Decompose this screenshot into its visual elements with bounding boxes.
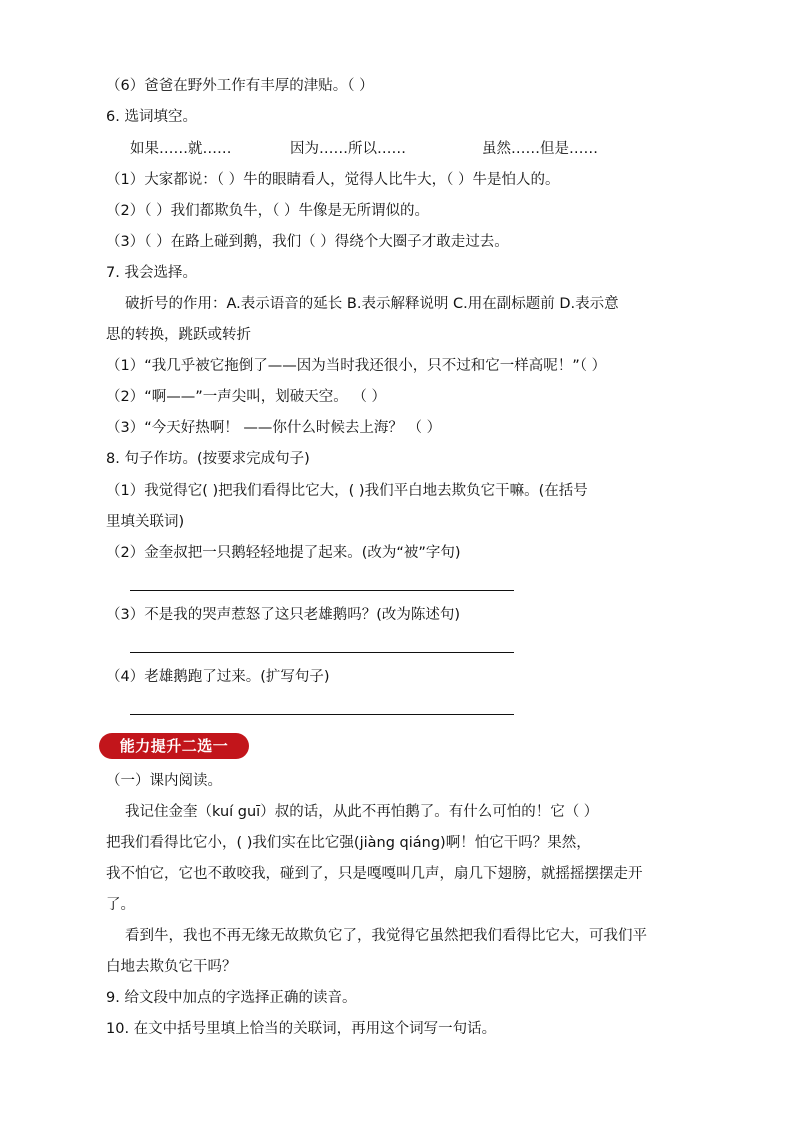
q5-item-6: （6）爸爸在野外工作有丰厚的津贴。（ ） [106,78,374,94]
passage-line-5: 看到牛，我也不再无缘无故欺负它了，我觉得它虽然把我们看得比它大，可我们平 [125,928,647,944]
q6-option-ruguo: 如果……就…… [130,141,232,157]
q7-item-2: （2）“啊——”一声尖叫，划破天空。 （ ） [106,389,386,405]
q8-item-3: （3）不是我的哭声惹怒了这只老雄鹅吗？(改为陈述句) [106,607,461,623]
reading-heading: （一）课内阅读。 [106,773,222,789]
passage-line-4: 了。 [106,897,135,913]
q8-item-2: （2）金奎叔把一只鹅轻轻地提了起来。(改为“被”字句) [106,545,461,561]
q8-item-4: （4）老雄鹅跑了过来。(扩写句子) [106,669,330,685]
q6-item-2: （2）（ ）我们都欺负牛，（ ）牛像是无所谓似的。 [106,203,429,219]
q7-instructions: 破折号的作用：A.表示语音的延长 B.表示解释说明 C.用在副标题前 D.表示意 [125,296,619,312]
q6-option-suiran: 虽然……但是…… [482,141,598,157]
q7-item-1: （1）“我几乎被它拖倒了——因为当时我还很小，只不过和它一样高呢！”（ ） [106,358,607,374]
passage-line-6: 白地去欺负它干吗？ [106,959,237,975]
answer-line-2[interactable] [130,590,514,591]
passage-line-2: 把我们看得比它小，( )我们实在比它强(jiàng qiáng)啊！怕它干吗？果然， [106,835,591,851]
q10-text: 10. 在文中括号里填上恰当的关联词，再用这个词写一句话。 [106,1021,497,1037]
q7-item-3: （3）“今天好热啊！ ——你什么时候去上海？ （ ） [106,420,442,436]
answer-line-3[interactable] [130,652,514,653]
q8-heading: 8. 句子作坊。(按要求完成句子) [106,451,310,467]
q6-heading: 6. 选词填空。 [106,109,197,125]
passage-line-1: 我记住金奎（kuí guī）叔的话，从此不再怕鹅了。有什么可怕的！它（ ） [125,804,599,820]
q7-heading: 7. 我会选择。 [106,265,197,281]
q6-item-3: （3）（ ）在路上碰到鹅，我们（ ）得绕个大圈子才敢走过去。 [106,234,509,250]
q8-item-1-cont: 里填关联词) [106,514,185,530]
q6-item-1: （1）大家都说：（ ）牛的眼睛看人，觉得人比牛大，（ ）牛是怕人的。 [106,172,560,188]
passage-line-3: 我不怕它，它也不敢咬我，碰到了，只是嘎嘎叫几声，扇几下翅膀，就摇摇摆摆走开 [106,866,643,882]
q6-option-yinwei: 因为……所以…… [290,141,406,157]
answer-line-4[interactable] [130,714,514,715]
q9-text: 9. 给文段中加点的字选择正确的读音。 [106,990,357,1006]
q7-instructions-cont: 思的转换，跳跃或转折 [106,327,251,343]
q8-item-1: （1）我觉得它( )把我们看得比它大，( )我们平白地去欺负它干嘛。(在括号 [106,483,588,499]
section-banner: 能力提升二选一 [99,733,249,759]
